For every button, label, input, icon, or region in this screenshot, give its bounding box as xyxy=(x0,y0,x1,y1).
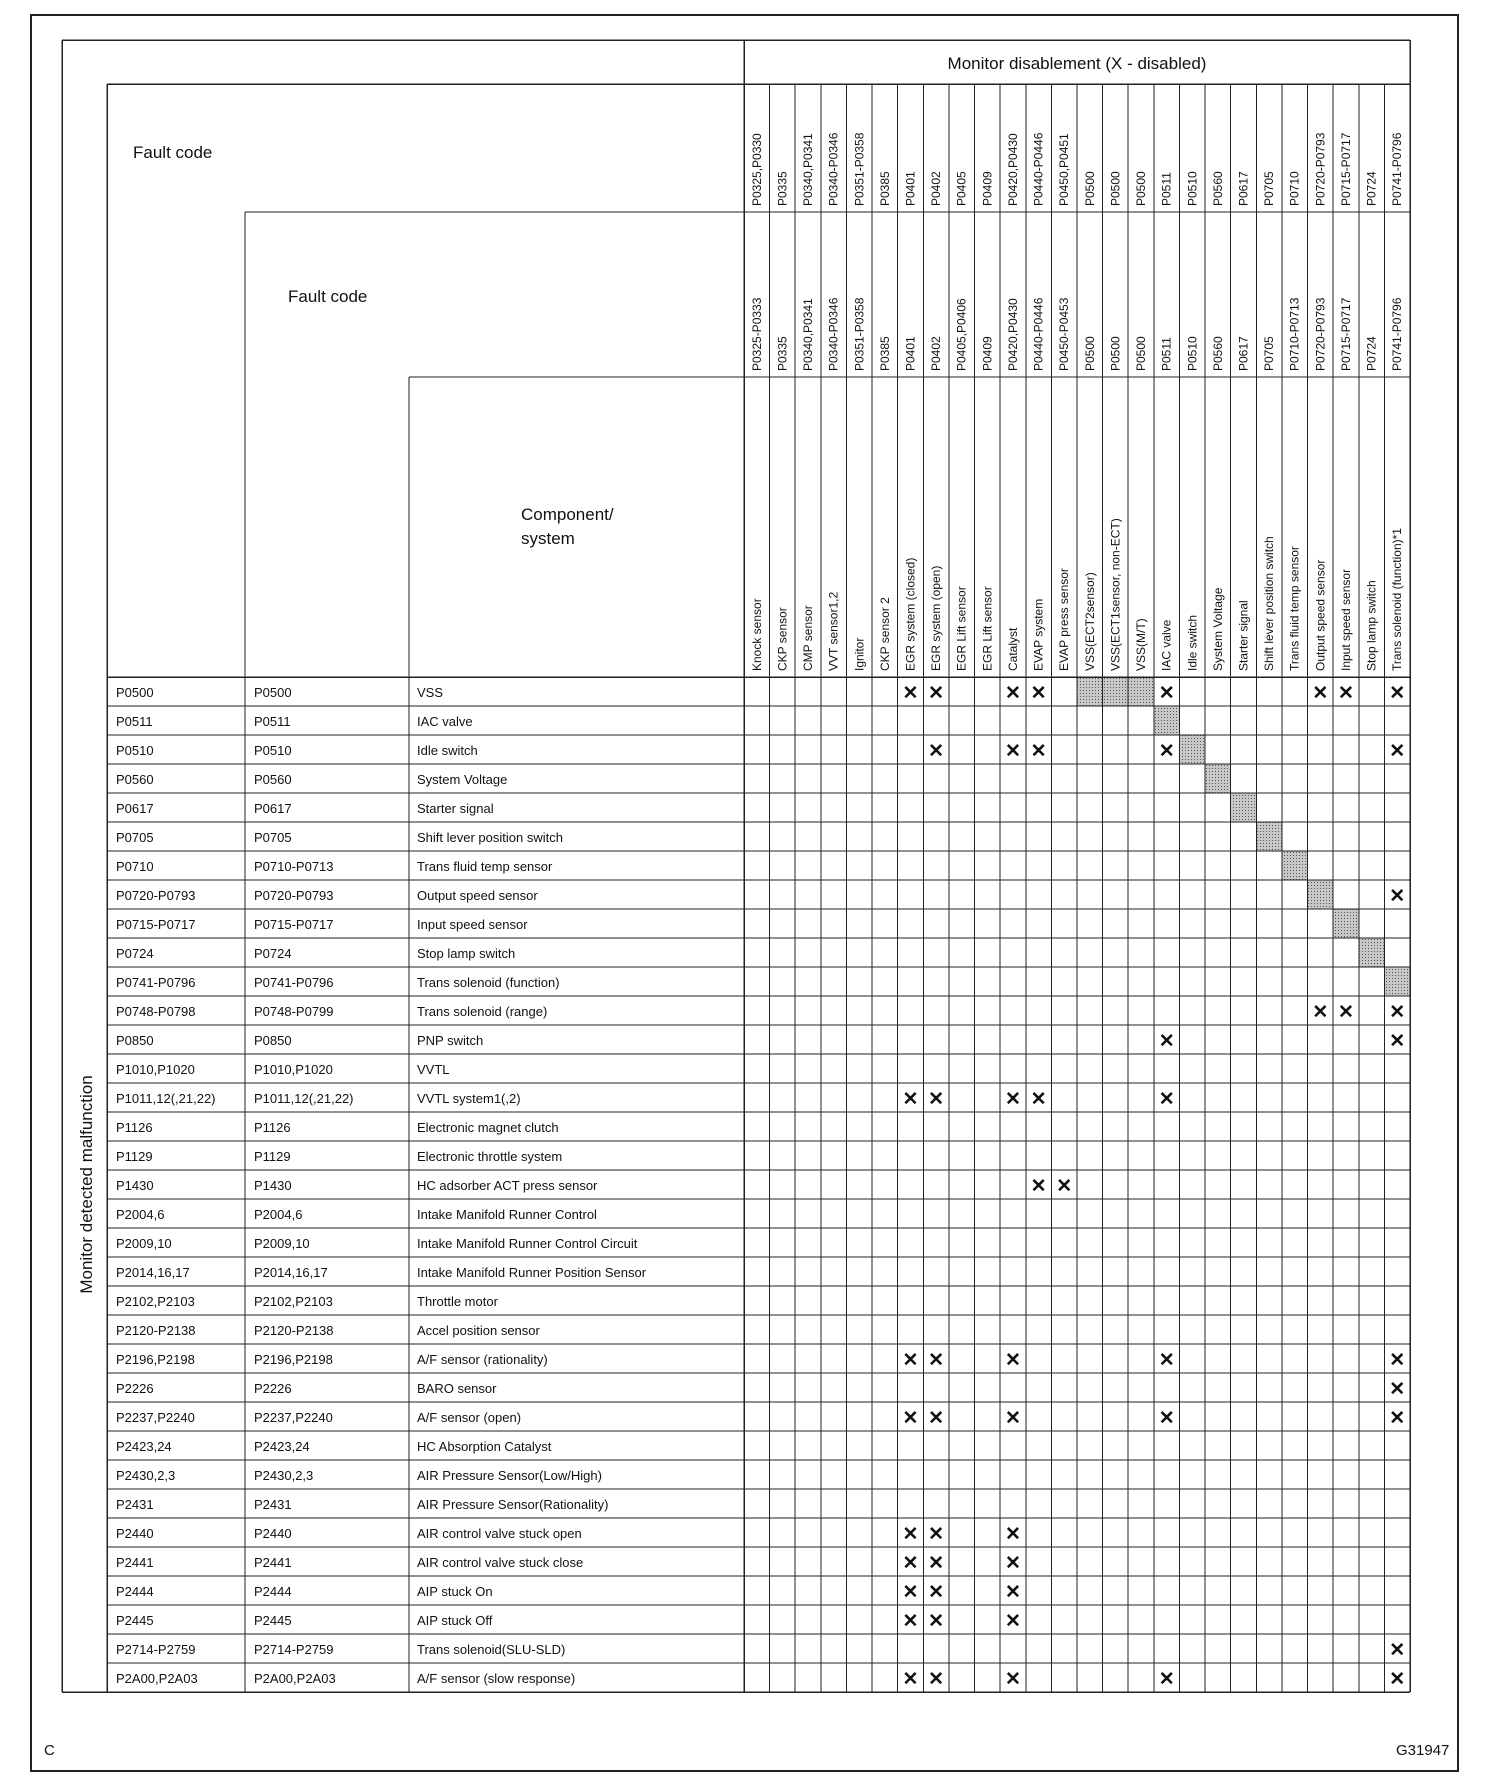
row-fault-code1: P2441 xyxy=(116,1555,154,1570)
row-component-name: A/F sensor (slow response) xyxy=(417,1671,576,1686)
row-fault-code2: P2237,P2240 xyxy=(254,1410,333,1425)
column-component-name: Output speed sensor xyxy=(1313,559,1328,671)
row-fault-code2: P0741-P0796 xyxy=(254,975,334,990)
row-fault-code2: P2714-P2759 xyxy=(254,1642,334,1657)
column-code1: P0500 xyxy=(1108,171,1123,206)
column-code1: P0720-P0793 xyxy=(1313,132,1328,206)
disabled-mark: ✕ xyxy=(1158,683,1175,704)
column-component-name: CMP sensor xyxy=(801,605,816,671)
disabled-mark: ✕ xyxy=(902,1089,919,1110)
disabled-mark: ✕ xyxy=(902,1582,919,1603)
row-fault-code2: P0850 xyxy=(254,1033,292,1048)
disabled-mark: ✕ xyxy=(1005,741,1021,762)
row-fault-code1: P0748-P0798 xyxy=(116,1004,196,1019)
row-fault-code1: P0720-P0793 xyxy=(116,888,196,903)
row-fault-code1: P0710 xyxy=(116,859,154,874)
row-component-name: Output speed sensor xyxy=(417,888,538,903)
column-code2: P0351-P0358 xyxy=(852,297,867,371)
column-component-name: EVAP system xyxy=(1031,598,1046,671)
disabled-mark: ✕ xyxy=(1005,683,1021,704)
disabled-mark: ✕ xyxy=(928,1582,945,1603)
column-code2: P0500 xyxy=(1082,336,1097,371)
column-component-name: Ignitor xyxy=(852,637,867,671)
column-code1: P0741-P0796 xyxy=(1390,132,1405,206)
row-component-name: HC Absorption Catalyst xyxy=(417,1439,552,1454)
row-component-name: AIP stuck Off xyxy=(417,1613,493,1628)
column-code1: P0440-P0446 xyxy=(1031,132,1046,206)
column-component-name: CKP sensor 2 xyxy=(877,597,892,671)
column-code2: P0511 xyxy=(1159,337,1174,371)
column-code2: P0560 xyxy=(1210,336,1225,371)
column-code2: P0402 xyxy=(929,336,944,371)
disabled-mark: ✕ xyxy=(1389,1031,1406,1052)
disabled-mark: ✕ xyxy=(902,1350,919,1371)
disabled-mark: ✕ xyxy=(902,1524,919,1545)
disabled-mark: ✕ xyxy=(928,1408,945,1429)
row-fault-code2: P2009,10 xyxy=(254,1236,310,1251)
row-component-name: IAC valve xyxy=(417,714,473,729)
row-fault-code2: P2196,P2198 xyxy=(254,1352,333,1367)
shaded-cell xyxy=(1103,677,1129,706)
disabled-mark: ✕ xyxy=(928,1524,945,1545)
disabled-mark: ✕ xyxy=(1312,1002,1329,1023)
column-component-name: VSS(M/T) xyxy=(1134,618,1149,671)
row-fault-code2: P0720-P0793 xyxy=(254,888,334,903)
column-component-name: VVT sensor1,2 xyxy=(826,591,841,671)
row-component-name: A/F sensor (open) xyxy=(417,1410,522,1425)
row-fault-code2: P0710-P0713 xyxy=(254,859,334,874)
row-fault-code2: P2120-P2138 xyxy=(254,1323,334,1338)
disabled-mark: ✕ xyxy=(928,1350,945,1371)
row-component-name: AIR control valve stuck open xyxy=(417,1526,582,1541)
column-code2: P0500 xyxy=(1108,336,1123,371)
disabled-mark: ✕ xyxy=(1389,683,1406,704)
row-component-name: AIR Pressure Sensor(Rationality) xyxy=(417,1497,609,1512)
shaded-cell xyxy=(1333,909,1359,938)
corner-label-left: C xyxy=(44,1742,55,1759)
row-fault-code1: P0741-P0796 xyxy=(116,975,196,990)
row-component-name: Throttle motor xyxy=(417,1294,498,1309)
row-component-name: Trans solenoid (range) xyxy=(417,1004,548,1019)
component-header-line1: Component/ xyxy=(521,505,614,524)
row-fault-code1: P2430,2,3 xyxy=(116,1468,176,1483)
row-component-name: Trans solenoid (function) xyxy=(417,975,560,990)
column-code1: P0511 xyxy=(1159,172,1174,206)
row-fault-code2: P0510 xyxy=(254,743,292,758)
disabled-mark: ✕ xyxy=(1056,1176,1073,1197)
column-code1: P0450,P0451 xyxy=(1057,133,1072,206)
disabled-mark: ✕ xyxy=(1005,1089,1021,1110)
row-fault-code2: P0511 xyxy=(254,714,291,729)
shaded-cell xyxy=(1256,822,1282,851)
column-code1: P0340-P0346 xyxy=(826,132,841,206)
disabled-mark: ✕ xyxy=(1312,683,1329,704)
disabled-mark: ✕ xyxy=(1389,886,1406,907)
row-fault-code1: P2237,P2240 xyxy=(116,1410,195,1425)
disabled-mark: ✕ xyxy=(928,1611,945,1632)
column-code2: P0335 xyxy=(775,336,790,371)
column-component-name: Idle switch xyxy=(1185,614,1200,671)
shaded-cell xyxy=(1359,938,1385,967)
disabled-mark: ✕ xyxy=(1005,1408,1021,1429)
column-component-name: Catalyst xyxy=(1005,627,1020,671)
disabled-mark: ✕ xyxy=(902,1669,919,1690)
row-component-name: Electronic throttle system xyxy=(417,1149,563,1164)
column-code2: P0741-P0796 xyxy=(1390,297,1405,371)
column-component-name: System Voltage xyxy=(1210,587,1225,671)
column-code2: P0710-P0713 xyxy=(1287,297,1302,371)
disabled-mark: ✕ xyxy=(1005,1350,1021,1371)
row-fault-code1: P0510 xyxy=(116,743,154,758)
row-fault-code2: P2226 xyxy=(254,1381,292,1396)
column-code1: P0715-P0717 xyxy=(1338,132,1353,206)
column-code1: P0510 xyxy=(1185,171,1200,206)
column-component-name: EVAP press sensor xyxy=(1057,568,1072,671)
shaded-cell xyxy=(1077,677,1103,706)
row-fault-code1: P0705 xyxy=(116,830,154,845)
disabled-mark: ✕ xyxy=(1158,741,1175,762)
column-code1: P0402 xyxy=(929,171,944,206)
shaded-cell xyxy=(1205,764,1231,793)
row-fault-code1: P2444 xyxy=(116,1584,154,1599)
row-fault-code2: P2444 xyxy=(254,1584,292,1599)
column-code1: P0617 xyxy=(1236,171,1251,206)
column-code1: P0405 xyxy=(954,171,969,206)
column-code1: P0409 xyxy=(980,171,995,206)
disabled-mark: ✕ xyxy=(902,1408,919,1429)
column-code2: P0510 xyxy=(1185,336,1200,371)
disabled-mark: ✕ xyxy=(1389,1379,1406,1400)
row-fault-code2: P0500 xyxy=(254,685,292,700)
column-component-name: EGR Lift sensor xyxy=(980,586,995,671)
row-fault-code1: P2431 xyxy=(116,1497,154,1512)
row-component-name: AIR Pressure Sensor(Low/High) xyxy=(417,1468,602,1483)
disabled-mark: ✕ xyxy=(1030,741,1047,762)
row-fault-code1: P2445 xyxy=(116,1613,154,1628)
figure-code: G31947 xyxy=(1396,1742,1450,1759)
column-code1: P0710 xyxy=(1287,171,1302,206)
row-component-name: HC adsorber ACT press sensor xyxy=(417,1178,598,1193)
row-component-name: Input speed sensor xyxy=(417,917,528,932)
disabled-mark: ✕ xyxy=(1389,1640,1406,1661)
shaded-cell xyxy=(1128,677,1154,706)
column-code1: P0401 xyxy=(903,171,918,206)
column-component-name: VSS(ECT1sensor, non-ECT) xyxy=(1108,518,1123,671)
disabled-mark: ✕ xyxy=(1005,1669,1021,1690)
column-component-name: Trans solenoid (function)*1 xyxy=(1390,528,1405,671)
column-code2: P0617 xyxy=(1236,336,1251,371)
column-code1: P0420,P0430 xyxy=(1005,133,1020,206)
row-fault-code2: P0724 xyxy=(254,946,292,961)
row-component-name: VSS xyxy=(417,685,444,700)
column-code1: P0500 xyxy=(1082,171,1097,206)
shaded-cell xyxy=(1154,706,1180,735)
row-component-name: Intake Manifold Runner Position Sensor xyxy=(417,1265,647,1280)
column-code2: P0440-P0446 xyxy=(1031,297,1046,371)
column-code2: P0340,P0341 xyxy=(801,298,816,371)
row-component-name: AIR control valve stuck close xyxy=(417,1555,584,1570)
row-component-name: Accel position sensor xyxy=(417,1323,540,1338)
disabled-mark: ✕ xyxy=(1158,1031,1175,1052)
column-component-name: EGR system (open) xyxy=(929,565,944,671)
row-fault-code1: P2120-P2138 xyxy=(116,1323,196,1338)
row-component-name: BARO sensor xyxy=(417,1381,497,1396)
column-code2: P0715-P0717 xyxy=(1338,297,1353,371)
column-code2: P0724 xyxy=(1364,336,1379,371)
disabled-mark: ✕ xyxy=(928,683,945,704)
side-label: Monitor detected malfunction xyxy=(77,1075,96,1294)
disabled-mark: ✕ xyxy=(1158,1408,1175,1429)
disabled-mark: ✕ xyxy=(1389,1408,1406,1429)
row-component-name: PNP switch xyxy=(417,1033,484,1048)
disabled-mark: ✕ xyxy=(928,741,945,762)
column-code2: P0420,P0430 xyxy=(1005,298,1020,371)
row-fault-code2: P1126 xyxy=(254,1120,291,1135)
disabled-mark: ✕ xyxy=(928,1669,945,1690)
row-fault-code1: P2226 xyxy=(116,1381,154,1396)
column-code2: P0450-P0453 xyxy=(1057,297,1072,371)
row-fault-code1: P0715-P0717 xyxy=(116,917,196,932)
disabled-mark: ✕ xyxy=(1389,1002,1406,1023)
column-code1: P0335 xyxy=(775,171,790,206)
disabled-mark: ✕ xyxy=(1005,1582,1021,1603)
row-fault-code2: P1010,P1020 xyxy=(254,1062,333,1077)
row-fault-code2: P1011,12(,21,22) xyxy=(254,1091,354,1106)
row-fault-code2: P2431 xyxy=(254,1497,292,1512)
row-component-name: VVTL system1(,2) xyxy=(417,1091,521,1106)
monitor-title: Monitor disablement (X - disabled) xyxy=(947,54,1207,73)
column-component-name: Input speed sensor xyxy=(1338,568,1353,671)
disabled-mark: ✕ xyxy=(902,1553,919,1574)
row-fault-code1: P2014,16,17 xyxy=(116,1265,190,1280)
column-component-name: Stop lamp switch xyxy=(1364,580,1379,671)
row-fault-code1: P0724 xyxy=(116,946,154,961)
row-component-name: Trans solenoid(SLU-SLD) xyxy=(417,1642,566,1657)
row-fault-code2: P2445 xyxy=(254,1613,292,1628)
column-code1: P0724 xyxy=(1364,171,1379,206)
row-component-name: A/F sensor (rationality) xyxy=(417,1352,548,1367)
row-fault-code2: P0748-P0799 xyxy=(254,1004,334,1019)
shaded-cell xyxy=(1231,793,1257,822)
disabled-mark: ✕ xyxy=(928,1089,945,1110)
row-fault-code1: P0500 xyxy=(116,685,154,700)
row-fault-code1: P2009,10 xyxy=(116,1236,172,1251)
row-fault-code1: P1011,12(,21,22) xyxy=(116,1091,216,1106)
row-component-name: Electronic magnet clutch xyxy=(417,1120,559,1135)
disabled-mark: ✕ xyxy=(1158,1089,1175,1110)
row-fault-code2: P2A00,P2A03 xyxy=(254,1671,336,1686)
row-fault-code1: P2423,24 xyxy=(116,1439,172,1454)
row-component-name: AIP stuck On xyxy=(417,1584,493,1599)
row-fault-code2: P2004,6 xyxy=(254,1207,303,1222)
disabled-mark: ✕ xyxy=(1030,1089,1047,1110)
disabled-mark: ✕ xyxy=(1389,741,1406,762)
disabled-mark: ✕ xyxy=(1338,683,1354,704)
row-component-name: System Voltage xyxy=(417,772,508,787)
shaded-cell xyxy=(1384,967,1410,996)
row-fault-code1: P1430 xyxy=(116,1178,154,1193)
column-component-name: Starter signal xyxy=(1236,600,1251,671)
row-fault-code2: P2440 xyxy=(254,1526,292,1541)
disabled-mark: ✕ xyxy=(1005,1553,1021,1574)
disabled-mark: ✕ xyxy=(1005,1524,1021,1545)
row-fault-code2: P0560 xyxy=(254,772,292,787)
row-component-name: Starter signal xyxy=(417,801,494,816)
column-code2: P0325-P0333 xyxy=(749,297,764,371)
row-fault-code2: P2102,P2103 xyxy=(254,1294,333,1309)
disabled-mark: ✕ xyxy=(1338,1002,1354,1023)
row-fault-code2: P1430 xyxy=(254,1178,292,1193)
column-code2: P0500 xyxy=(1134,336,1149,371)
column-code2: P0409 xyxy=(980,336,995,371)
column-code1: P0705 xyxy=(1262,171,1277,206)
row-fault-code1: P2004,6 xyxy=(116,1207,165,1222)
row-fault-code1: P1126 xyxy=(116,1120,153,1135)
column-code1: P0500 xyxy=(1134,171,1149,206)
column-code1: P0385 xyxy=(877,171,892,206)
row-fault-code1: P2196,P2198 xyxy=(116,1352,195,1367)
column-component-name: EGR system (closed) xyxy=(903,557,918,671)
column-code2: P0720-P0793 xyxy=(1313,297,1328,371)
component-header-line2: system xyxy=(521,529,575,548)
disabled-mark: ✕ xyxy=(1389,1350,1406,1371)
row-fault-code2: P2014,16,17 xyxy=(254,1265,328,1280)
row-fault-code1: P0850 xyxy=(116,1033,154,1048)
column-code2: P0385 xyxy=(877,336,892,371)
shaded-cell xyxy=(1179,735,1205,764)
row-component-name: VVTL xyxy=(417,1062,450,1077)
disabled-mark: ✕ xyxy=(902,1611,919,1632)
column-component-name: Shift lever position switch xyxy=(1262,536,1277,671)
column-code1: P0351-P0358 xyxy=(852,132,867,206)
disabled-mark: ✕ xyxy=(902,683,919,704)
shaded-cell xyxy=(1308,880,1334,909)
row-component-name: Shift lever position switch xyxy=(417,830,563,845)
row-fault-code1: P1010,P1020 xyxy=(116,1062,195,1077)
row-fault-code1: P2A00,P2A03 xyxy=(116,1671,198,1686)
row-component-name: Intake Manifold Runner Control Circuit xyxy=(417,1236,638,1251)
row-fault-code2: P0715-P0717 xyxy=(254,917,334,932)
row-fault-code1: P0617 xyxy=(116,801,154,816)
fault-code-header-1: Fault code xyxy=(133,143,213,162)
row-fault-code2: P2423,24 xyxy=(254,1439,310,1454)
row-fault-code2: P1129 xyxy=(254,1149,291,1164)
disabled-mark: ✕ xyxy=(1158,1350,1175,1371)
disabled-mark: ✕ xyxy=(1389,1669,1406,1690)
column-code2: P0340-P0346 xyxy=(826,297,841,371)
disabled-mark: ✕ xyxy=(1158,1669,1175,1690)
column-code2: P0401 xyxy=(903,336,918,371)
column-component-name: Knock sensor xyxy=(749,598,764,671)
row-fault-code2: P2430,2,3 xyxy=(254,1468,314,1483)
row-component-name: Intake Manifold Runner Control xyxy=(417,1207,597,1222)
row-fault-code1: P2714-P2759 xyxy=(116,1642,196,1657)
column-component-name: Trans fluid temp sensor xyxy=(1287,546,1302,671)
disabled-mark: ✕ xyxy=(1030,683,1047,704)
column-component-name: CKP sensor xyxy=(775,607,790,671)
column-component-name: IAC valve xyxy=(1159,619,1174,671)
column-code1: P0340,P0341 xyxy=(801,133,816,206)
row-fault-code1: P0511 xyxy=(116,714,153,729)
row-fault-code1: P1129 xyxy=(116,1149,153,1164)
column-code2: P0705 xyxy=(1262,336,1277,371)
row-component-name: Idle switch xyxy=(417,743,478,758)
column-code2: P0405,P0406 xyxy=(954,298,969,371)
column-code1: P0560 xyxy=(1210,171,1225,206)
row-fault-code2: P2441 xyxy=(254,1555,292,1570)
disabled-mark: ✕ xyxy=(1005,1611,1021,1632)
column-code1: P0325,P0330 xyxy=(749,133,764,206)
row-component-name: Trans fluid temp sensor xyxy=(417,859,553,874)
row-component-name: Stop lamp switch xyxy=(417,946,516,961)
row-fault-code1: P2102,P2103 xyxy=(116,1294,195,1309)
column-component-name: VSS(ECT2sensor) xyxy=(1082,572,1097,671)
column-component-name: EGR Lift sensor xyxy=(954,586,969,671)
fault-code-header-2: Fault code xyxy=(288,287,368,306)
disabled-mark: ✕ xyxy=(1030,1176,1047,1197)
row-fault-code2: P0617 xyxy=(254,801,292,816)
disabled-mark: ✕ xyxy=(928,1553,945,1574)
row-fault-code1: P2440 xyxy=(116,1526,154,1541)
row-fault-code1: P0560 xyxy=(116,772,154,787)
shaded-cell xyxy=(1282,851,1308,880)
row-fault-code2: P0705 xyxy=(254,830,292,845)
